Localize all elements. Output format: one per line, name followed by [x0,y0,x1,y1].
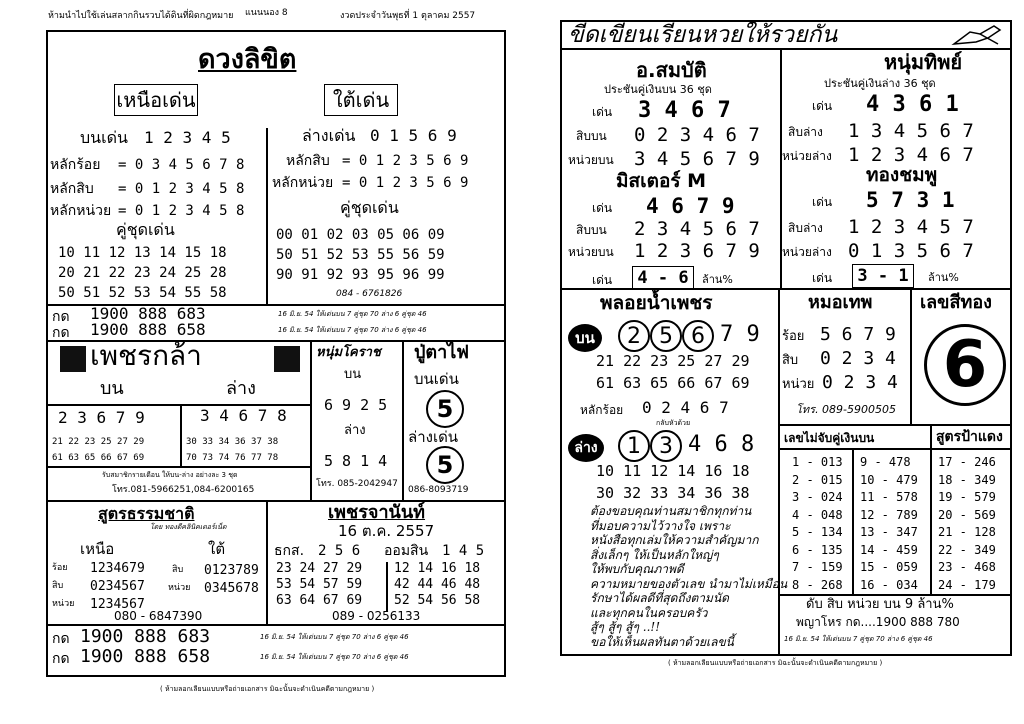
petchjanan-col-line [386,562,388,612]
petchkla-right-block [274,346,300,372]
thongchompoo-lead-value: 5 7 3 1 [866,188,955,212]
ploy-top-circle-2-value: 5 [659,323,673,349]
suttam-r3-value: 1234567 [90,597,145,612]
message-line-7: รักษาได้ผลดีที่สุดถึงตามนัด [590,591,729,605]
ploy-top-circle-1-value: 2 [627,323,641,349]
thongchompoo-lead-label: เด่น [812,195,833,209]
ploy-top-badge-label: บน [575,329,595,347]
nopair-col2-2: 10 - 479 [860,472,918,487]
ploy-bottom-circle-2-value: 3 [659,433,673,459]
ploy-top-row-2: 61 63 65 66 67 69 [596,374,750,392]
hotline1-line2: 1900 888 658 [90,320,206,339]
left-page [40,6,510,718]
hotline1-line1: 1900 888 683 [90,304,206,323]
pukhafai-bottom-circle [426,446,464,484]
nopair-title: เลขไม่จับคู่เงินบน [784,431,875,445]
hotline1-note1: 16 มิ.ย. 54 ให้เด่นบน 7 คู่ชุด 70 ล่าง 6 คู่ชุด 46 [278,310,427,318]
numtip-lead-label: เด่น [812,99,833,113]
right-bottom-notice: ( ห้ามลอกเลียนแบบหรือถ่ายเอกสาร มิฉะนั้นจะดำเนินคดีตามกฎหมาย ) [668,659,883,667]
thongchompoo-box-suffix: ล้าน% [928,271,959,284]
tens-label: หลักสิบ [50,181,94,197]
ploy-bottom-badge [568,434,604,462]
mohtep-r3-value: 0 2 3 4 [822,372,898,393]
pukhafai-phone: 086-8093719 [408,485,469,495]
petchjanan-right-2: 42 44 46 48 [394,577,481,592]
petchjanan-left-3: 63 64 67 69 [276,593,363,608]
pukhafai-top-label: บนเด่น [414,370,459,388]
pukhafai-title: ปู่ตาไฟ [414,342,470,363]
numtip-row1-value: 1 3 4 5 6 7 [848,120,974,142]
tens2-label: หลักสิบ [286,153,330,169]
nopair-col1-7: 7 - 159 [792,560,843,574]
ploy-bottom-circle-1-value: 1 [627,433,641,459]
pairs-right-row-3: 90 91 92 93 95 96 99 [276,267,445,283]
hundreds-value: = 0 3 4 5 6 7 8 [118,157,245,173]
numtip-lead-value: 4 3 6 1 [866,92,959,117]
left-bottom-notice: ( ห้ามลอกเลียนแบบหรือถ่ายเอกสาร มิฉะนั้นจะดำเนินคดีตามกฎหมาย ) [160,685,375,693]
nopair-header-line [778,448,1012,450]
ploy-top-row-1: 21 22 23 25 27 29 [596,352,750,370]
somsak-row1-label: สิบบน [576,129,607,143]
south-label-box [324,84,398,116]
numtip-row2-label: หน่วยล่าง [782,149,832,163]
section2-divider-b [402,340,404,500]
sutpanthang-title: สูตรป้าแดง [936,429,1003,445]
misterm-box-suffix: ล้าน% [702,273,733,286]
pukhafai-bottom-value: 5 [436,451,454,479]
nopair-col1-8: 8 - 268 [792,577,843,592]
top-lead-label: บนเด่น [80,128,128,147]
pairs-left-row-1: 10 11 12 13 14 15 18 [58,245,227,261]
suttam-north: เหนือ [80,540,115,558]
right-divider-3 [778,594,1012,596]
message-line-4: สิ่งเล็กๆ ให้เป็นหลักใหญ่ๆ [590,547,719,562]
misterm-row2-label: หน่วยบน [568,245,614,259]
suttam-s1-value: 0123789 [204,563,259,578]
mohtep-title: หมอเทพ [808,292,873,313]
pairs-left-label: คู่ชุดเด่น [116,220,175,239]
petchkla-bottom-value: 3 4 6 7 8 [200,406,287,425]
pukhafai-bottom-label: ล่างเด่น [408,428,459,446]
hotline2-line1: 1900 888 683 [80,626,211,647]
section2-divider-a [310,340,312,500]
sutpanthang-1: 17 - 246 [938,455,996,469]
petchkla-right-pairs-1: 30 33 34 36 37 38 [186,437,279,447]
lucky-circle [924,324,1006,406]
ploy-top-circle-3 [682,320,714,352]
mohtep-r1-label: ร้อย [782,329,805,344]
lucky-value: 6 [942,328,988,402]
footer-line-1: ดับ สิบ หน่วย บน 9 ล้าน% [806,597,954,612]
sutpanthang-6: 22 - 349 [938,542,996,557]
petchkla-top-value: 2 3 6 7 9 [58,408,145,427]
right-mid-divider [778,288,780,656]
suttam-r1-value: 1234679 [90,561,145,576]
sutpanthang-7: 23 - 468 [938,560,996,574]
petchkla-phones: โทร.081-5966251,084-6200165 [112,485,255,495]
right-divider-2 [778,424,1012,426]
ploy-bottom-row-1: 10 11 12 14 16 18 [596,462,750,480]
units-value: = 0 1 2 3 4 5 8 [118,203,245,219]
tens-value: = 0 1 2 3 4 5 8 [118,181,245,197]
numtip-row2-value: 1 2 3 4 6 7 [848,144,974,166]
message-line-9: สู้ๆ สู้ๆ สู้ๆ ..!! [590,620,661,634]
ploy-hundreds-value: 0 2 4 6 7 [642,398,729,417]
nopair-col2 [860,454,918,594]
somsak-lead-label: เด่น [592,105,613,119]
numtip-title: หนุ่มทิพย์ [884,50,963,74]
sutpanthang-2: 18 - 349 [938,472,996,487]
suttam-title: สูตรธรรมชาติ [98,504,195,523]
mohtep-r2-label: สิบ [782,353,799,368]
right-header: ขีดเขียนเรียนหวยให้รวยกัน [568,22,838,48]
ploy-bottom-badge-label: ล่าง [574,440,598,456]
thongchompoo-box [852,264,914,288]
petchjanan-right-1: 12 14 16 18 [394,561,481,576]
numnorasi-phone: โทร. 085-2042947 [316,479,398,489]
suttam-south: ใต้ [208,540,226,558]
petchkla-title: เพชรกล้า [90,339,202,372]
petchkla-bottom-label: ล่าง [226,378,256,399]
suttam-r2-label: สิบ [52,581,64,591]
message-line-5: ให้พบกับคุณภาพดี [590,562,684,576]
somsak-lead-value: 3 4 6 7 [638,98,731,123]
petchjanan-date: 16 ต.ค. 2557 [338,522,435,540]
nopair-col1 [792,454,843,594]
petchkla-footer-line [46,466,310,468]
message-line-3: หนังสือทุกเล่มให้ความสำคัญมาก [590,533,759,547]
misterm-box-label: เด่น [592,273,613,287]
petchjanan-bank-value: 2 5 6 [318,543,361,559]
numnorasi-title: หนุ่มโคราช [316,345,381,360]
suttam-s2-label: หน่วย [168,583,191,593]
left-top-date: งวดประจำวันพุธที่ 1 ตุลาคม 2557 [340,11,476,21]
hand-writing-icon [950,22,1004,48]
mohtep-phone: โทร. 089-5900505 [796,403,897,416]
petchkla-left-pairs-1: 21 22 23 25 27 29 [52,437,145,447]
units-label: หลักหน่วย [50,203,112,219]
nopair-col1-6: 6 - 135 [792,542,843,557]
numtip-row1-label: สิบล่าง [788,125,823,139]
nopair-col2-6: 14 - 459 [860,542,918,557]
misterm-row1-label: สิบบน [576,223,607,237]
top-lead-value: 1 2 3 4 5 [144,128,231,147]
sutpanthang-4: 20 - 569 [938,507,996,522]
ploy-bottom-circle-2 [650,430,682,462]
section3-divider [266,500,268,624]
hotline1-code-a: กด [52,309,70,325]
somsak-row2-value: 3 4 5 6 7 9 [634,148,760,170]
mohtep-r3-label: หน่วย [782,377,815,392]
ploy-bottom-row-2: 30 32 33 34 36 38 [596,484,750,502]
somsak-row2-label: หน่วยบน [568,153,614,167]
somsak-title: อ.สมบัติ [636,58,707,82]
message-line-8: และทุกคนในครอบครัว [590,605,708,620]
duang-center-divider [266,128,268,304]
sutpanthang-8: 24 - 179 [938,577,996,592]
duang-phone: 084 - 6761826 [336,289,403,299]
ploy-top-badge [568,324,602,352]
ploy-top-circle-3-value: 6 [691,323,705,349]
suttam-s1-label: สิบ [172,565,184,575]
hotline1-code-b: กด [52,325,70,341]
misterm-title: มิสเตอร์ M [616,170,707,192]
suttam-r1-label: ร้อย [52,563,68,573]
hundreds-label: หลักร้อย [50,157,101,173]
petchjanan-bank-label: ธกส. [274,543,305,559]
nopair-col-divider-2 [930,424,932,594]
pairs-right-row-2: 50 51 52 53 55 56 59 [276,247,445,263]
misterm-row2-value: 1 2 3 6 7 9 [634,240,760,262]
hotline2-code-b: กด [52,651,70,667]
nopair-col1-4: 4 - 048 [792,507,843,522]
numnorasi-bottom-label: ล่าง [344,423,366,438]
bottom-lead-label: ล่างเด่น [302,126,356,145]
petchjanan-title: เพชรจานันท์ [328,502,426,523]
sutpanthang-5: 21 - 128 [938,525,996,539]
tens2-value: = 0 1 2 3 5 6 9 [342,153,469,169]
suttam-byline: โดย ทองดีคลินิคเตอร์เน็ต [150,523,227,531]
misterm-lead-value: 4 6 7 9 [646,194,735,218]
ploy-top-plain: 7 9 [720,322,760,347]
ploy-bottom-plain: 4 6 8 [688,432,755,457]
petchkla-left-pairs-2: 61 63 65 66 67 69 [52,453,145,463]
nopair-col2-5: 13 - 347 [860,525,918,539]
bottom-lead-value: 0 1 5 6 9 [370,126,457,145]
pukhafai-top-circle [426,390,464,428]
thongchompoo-title: ทองชมพู [866,164,938,186]
ploy-bottom-circle-1 [618,430,650,462]
thongchompoo-row1-value: 1 2 3 4 5 7 [848,216,974,238]
south-label: ใต้เด่น [332,88,390,112]
message-line-1: ต้องขอบคุณท่านสมาชิกทุกท่าน [590,504,752,518]
thongchompoo-row2-label: หน่วยล่าง [782,245,832,259]
nopair-col1-3: 3 - 024 [792,490,843,504]
pukhafai-top-value: 5 [436,395,454,423]
hotline1-note2: 16 มิ.ย. 54 ให้เด่นบน 7 คู่ชุด 70 ล่าง 6 คู่ชุด 46 [278,326,427,334]
lucky-title: เลขสีทอง [920,292,992,313]
nopair-col2-7: 15 - 059 [860,560,918,574]
ploy-hundreds-label: หลักร้อย [580,403,624,417]
petchkla-footer: รับสมาชิกรายเดือน ให้บน-ล่าง อย่างละ 3 ชุด [102,471,238,479]
numnorasi-top-label: บน [344,367,362,382]
mohtep-divider [910,288,912,424]
footer-note: 16 มิ.ย. 54 ให้เด่นบน 7 คู่ชุด 70 ล่าง 6 คู่ชุด 46 [784,635,933,643]
numtip-subtitle: ประชันคู่เงินล่าง 36 ชุด [824,77,936,90]
message-line-6: ความหมายของตัวเลข นำมาไม่เหมือน [590,576,788,591]
ploy-top-circle-2 [650,320,682,352]
nopair-col2-3: 11 - 578 [860,490,918,504]
nopair-col2-4: 12 - 789 [860,507,918,522]
thongchompoo-row1-label: สิบล่าง [788,221,823,235]
suttam-s2-value: 0345678 [204,581,259,596]
ploy-top-circle-1 [618,320,650,352]
somsak-row1-value: 0 2 3 4 6 7 [634,124,760,146]
petchjanan-phone: 089 - 0256133 [332,609,421,623]
pairs-left-row-2: 20 21 22 23 24 25 28 [58,265,227,281]
divider-3 [46,500,506,502]
thongchompoo-box-value: 3 - 1 [857,266,909,286]
left-top-notice: ห้ามนำไปใช้เล่นสลากกินรวบได้ดินที่ผิดกฎหมาย [48,11,234,21]
ploy-title: พลอยน้ำเพชร [600,292,713,314]
mohtep-r2-value: 0 2 3 4 [820,348,896,369]
handwritten-message [590,504,788,649]
units2-value: = 0 1 2 3 5 6 9 [342,175,469,191]
misterm-lead-label: เด่น [592,201,613,215]
petchkla-left-block [60,346,86,372]
suttam-r2-value: 0234567 [90,579,145,594]
right-divider-1 [560,288,1012,290]
pairs-right-row-1: 00 01 02 03 05 06 09 [276,227,445,243]
misterm-row1-value: 2 3 4 5 6 7 [634,218,760,240]
hotline2-code-a: กด [52,631,70,647]
petchjanan-right-3: 52 54 56 58 [394,593,481,608]
hotline2-note2: 16 มิ.ย. 54 ให้เด่นบน 7 คู่ชุด 70 ล่าง 6 คู่ชุด 46 [260,653,409,661]
nopair-col1-2: 2 - 015 [792,472,843,487]
message-line-2: ที่มอบความไว้วางใจ เพราะ [590,518,731,533]
misterm-box-value: 4 - 6 [637,268,689,288]
nopair-col1-1: 1 - 013 [792,455,843,469]
nopair-col2-8: 16 - 034 [860,577,918,592]
pairs-right-label: คู่ชุดเด่น [340,198,399,217]
pairs-left-row-3: 50 51 52 53 54 55 58 [58,285,227,301]
duanglikhit-title: ดวงลิขิต [198,44,297,75]
somsak-subtitle: ประชันคู่เงินบน 36 ชุด [604,83,712,96]
sutpanthang-3: 19 - 579 [938,490,996,504]
left-top-mid: แนนนอง 8 [245,8,288,18]
mohtep-r1-value: 5 6 7 9 [820,324,896,345]
numnorasi-top-value: 6 9 2 5 [324,396,388,414]
nopair-col2-1: 9 - 478 [860,455,911,469]
footer-line-2: พญาโหร กด....1900 888 780 [796,615,960,629]
nopair-col-divider-1 [852,448,854,594]
numnorasi-bottom-value: 5 8 1 4 [324,452,388,470]
petchjanan-left-1: 23 24 27 29 [276,561,363,576]
units2-label: หลักหน่วย [272,175,334,191]
petchkla-col-line [180,404,182,466]
ploy-flip-note: กลับหัวด้วย [656,419,691,427]
sutpanthang-col [938,454,996,594]
petchkla-top-label: บน [100,378,124,399]
petchjanan-left-2: 53 54 57 59 [276,577,363,592]
right-page [556,6,1018,718]
message-line-10: ขอให้เห็นผลทันตาด้วยเลขนี้ [590,634,734,649]
thongchompoo-box-label: เด่น [812,271,833,285]
nopair-col1-5: 5 - 134 [792,525,843,539]
north-label-box [114,84,198,116]
suttam-r3-label: หน่วย [52,599,75,609]
hotline2-line2: 1900 888 658 [80,646,211,667]
thongchompoo-row2-value: 0 1 3 5 6 7 [848,240,974,262]
north-label: เหนือเด่น [116,88,196,112]
petchjanan-savings-value: 1 4 5 [442,543,485,559]
hotline2-note1: 16 มิ.ย. 54 ให้เด่นบน 7 คู่ชุด 70 ล่าง 6 คู่ชุด 46 [260,633,409,641]
petchjanan-savings-label: ออมสิน [384,543,429,559]
petchkla-right-pairs-2: 70 73 74 76 77 78 [186,453,279,463]
misterm-box [632,266,694,290]
suttam-phone: 080 - 6847390 [114,609,203,623]
